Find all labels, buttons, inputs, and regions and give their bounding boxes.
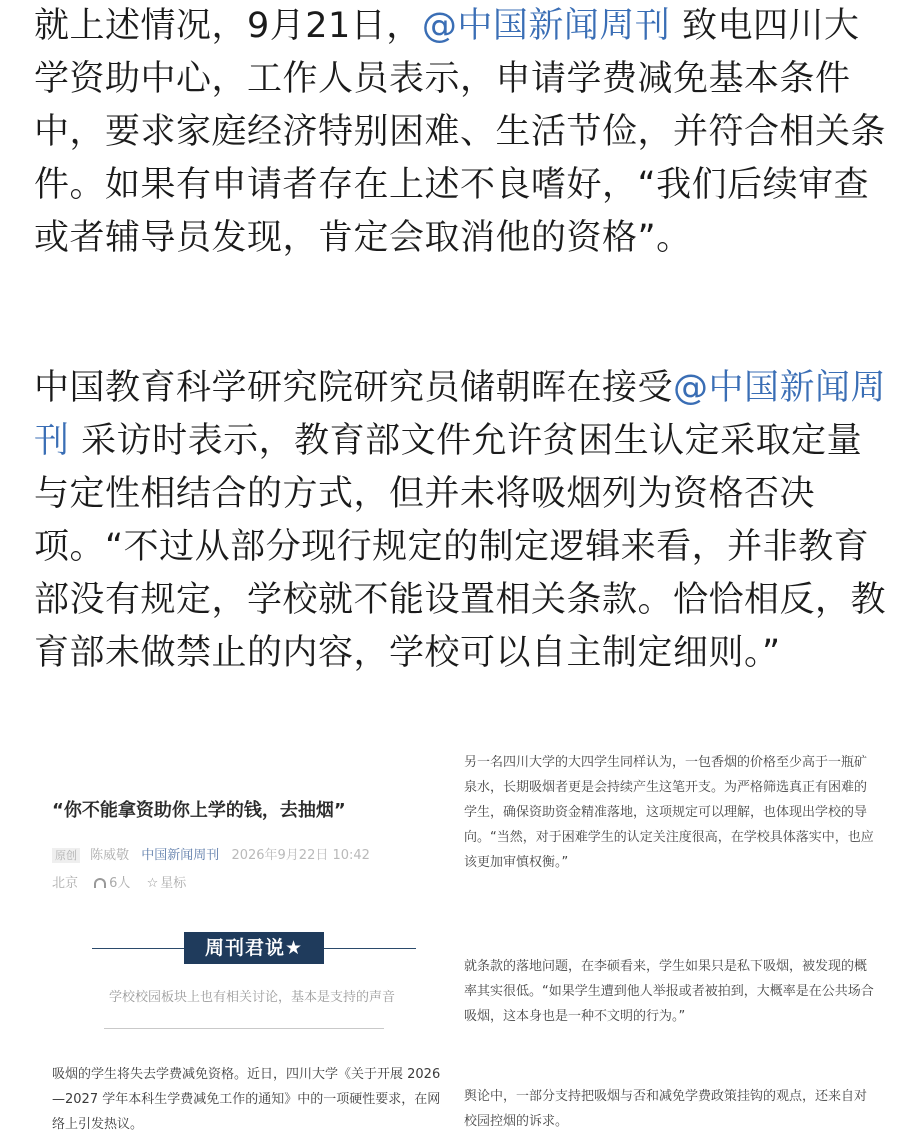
banner-subtitle: 学校校园板块上也有相关讨论，基本是支持的声音: [108, 990, 395, 1005]
article-right-page: [464, 736, 889, 1146]
article-meta: [52, 844, 370, 863]
article-left-page: [34, 736, 444, 1146]
headphone-icon: [94, 878, 106, 888]
mention-link[interactable]: @中国新闻周刊: [34, 368, 887, 461]
article-paragraph: 舆论中，一部分支持把吸烟与否和减免学费政策挂钩的观点，还来自对校园控烟的诉求。: [464, 1089, 868, 1129]
banner-title: 周刊君说: [204, 937, 285, 959]
paragraph-text: 就上述情况，9月21日，: [34, 6, 422, 46]
listen-count-value: 6人: [109, 876, 131, 891]
divider: [104, 1028, 384, 1029]
paragraph-text: 致电四川大学资助中心，工作人员表示，申请学费减免基本条件中，要求家庭经济特别困难、生活节俭，并符合相关条件。如果有申请者存在上述不良嗜好，“我们后续审查或者辅导员发现，肯定会取消他的资格”。: [34, 6, 887, 258]
star-label: 星标: [160, 876, 187, 891]
mention-link[interactable]: @中国新闻周刊: [421, 6, 671, 46]
article-title: “你不能拿资助你上学的钱，去抽烟”: [52, 800, 346, 821]
article-body-intro: 吸烟的学生将失去学费减免资格。近日，四川大学《关于开展 2026—2027 学年本科生学费减免工作的通知》中的一项硬性要求，在网络上引发热议。: [52, 1067, 441, 1132]
article-paragraph: 另一名四川大学的大四学生同样认为，一包香烟的价格至少高于一瓶矿泉水，长期吸烟者更是会持续产生这笔开支。为严格筛选真正有困难的学生，确保资助资金精准落地，这项规定可以理解，也体现出学校的导向。“当然，对于困难学生的认定关注度很高，在学校具体落实中，也应该更加审慎权衡。”: [464, 755, 874, 870]
post-paragraph-2: [34, 362, 894, 680]
banner-star-icon: ★: [284, 937, 304, 959]
divider: [92, 948, 184, 949]
post-paragraph-1: [34, 0, 894, 265]
divider: [324, 948, 416, 949]
article-paragraph: 就条款的落地问题，在李硕看来，学生如果只是私下吸烟，被发现的概率其实很低。“如果学生遭到他人举报或者被拍到，大概率是在公共场合吸烟，这本身也是一种不文明的行为。”: [464, 959, 874, 1024]
paragraph-text: 中国教育科学研究院研究员储朝晖在接受: [34, 368, 674, 408]
article-author: 陈威敬: [90, 848, 130, 863]
embedded-article-image[interactable]: [34, 736, 889, 1146]
article-source: 中国新闻周刊: [141, 848, 220, 863]
publish-time: 2026年9月22日 10:42: [231, 848, 370, 863]
original-badge: 原创: [52, 848, 80, 863]
star-action: [147, 876, 187, 891]
column-banner: [184, 932, 324, 964]
paragraph-text: 采访时表示，教育部文件允许贫困生认定采取定量与定性相结合的方式，但并未将吸烟列为资格否决项。“不过从部分现行规定的制定逻辑来看，并非教育部没有规定，学校就不能设置相关条款。恰恰相反，教育部未做禁止的内容，学校可以自主制定细则。”: [34, 421, 887, 673]
star-icon: ☆: [146, 876, 159, 891]
article-meta-secondary: [52, 872, 198, 891]
listen-count: [94, 876, 130, 891]
article-location: 北京: [52, 876, 79, 891]
